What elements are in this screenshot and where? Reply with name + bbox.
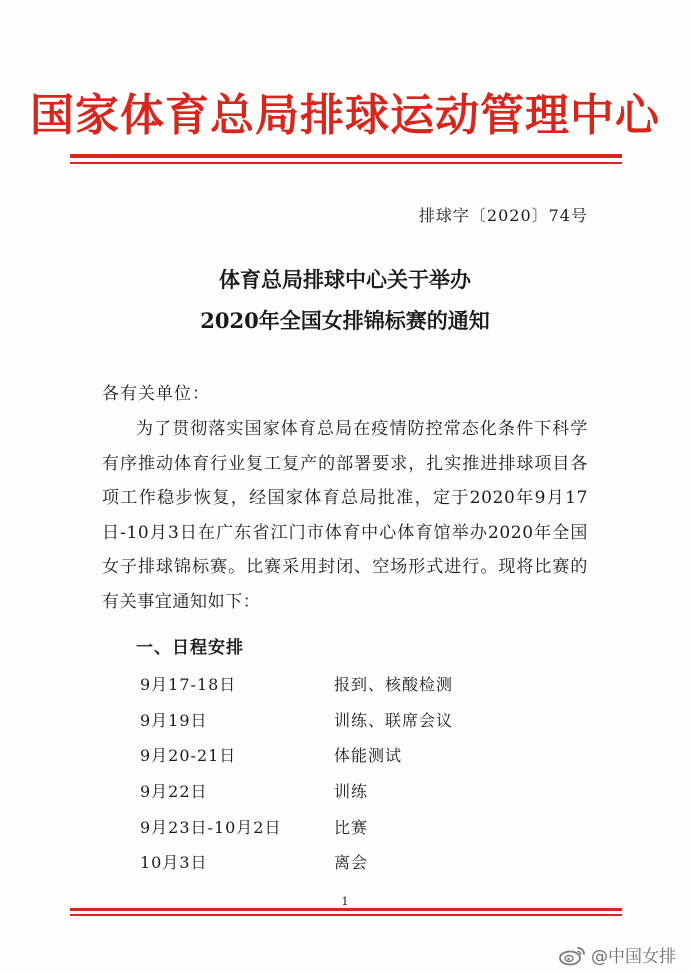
- schedule-row: [140, 672, 560, 708]
- schedule-event: 训练: [334, 782, 369, 802]
- document-title-line-1: 体育总局排球中心关于举办: [219, 267, 471, 292]
- schedule-row: [140, 815, 560, 851]
- schedule-date: 9月19日: [140, 710, 208, 730]
- salutation: 各有关单位：: [102, 384, 210, 404]
- schedule-event: 报到、核酸检测: [334, 675, 454, 694]
- header-red-rule-thick: [70, 154, 622, 158]
- organization-header: 国家体育总局排球运动管理中心: [30, 90, 660, 141]
- page-number: 1: [341, 895, 349, 908]
- schedule-event: 训练、联席会议: [334, 710, 454, 730]
- footer-red-rule-thin: [70, 914, 622, 916]
- section-heading-schedule: 一、日程安排: [136, 638, 244, 658]
- weibo-icon: [559, 944, 587, 966]
- header-red-rule-thin: [70, 162, 622, 164]
- schedule-row: [140, 850, 560, 886]
- schedule-event: 离会: [334, 853, 369, 873]
- footer-red-rule-thick: [70, 908, 622, 911]
- document-number: 排球字〔2020〕74号: [418, 206, 588, 225]
- weibo-watermark: [559, 942, 676, 967]
- schedule-event: 比赛: [334, 817, 369, 837]
- schedule-date: 9月20-21日: [140, 746, 237, 766]
- schedule-event: 体能测试: [334, 746, 403, 766]
- body-paragraph: 为了贯彻落实国家体育总局在疫情防控常态化条件下科学有序推动体育行业复工复产的部署要求，扎实推进排球项目各项工作稳步恢复，经国家体育总局批准，定于2020年9月17日-10月3日在广东省江门市体育中心体育馆举办2020年全国女子排球锦标赛。比赛采用封闭、空场形式进行。现将比赛的有关事宜通知如下：: [102, 419, 588, 612]
- schedule-date: 9月17-18日: [140, 675, 237, 694]
- document-title-line-2: 2020年全国女排锦标赛的通知: [200, 308, 490, 333]
- schedule-row: [140, 708, 560, 744]
- schedule-date: 10月3日: [140, 853, 208, 873]
- schedule-list: [140, 672, 560, 886]
- schedule-date: 9月23日-10月2日: [140, 817, 282, 837]
- schedule-row: [140, 743, 560, 779]
- schedule-date: 9月22日: [140, 782, 208, 802]
- watermark-text: @中国女排: [591, 947, 676, 967]
- schedule-row: [140, 779, 560, 815]
